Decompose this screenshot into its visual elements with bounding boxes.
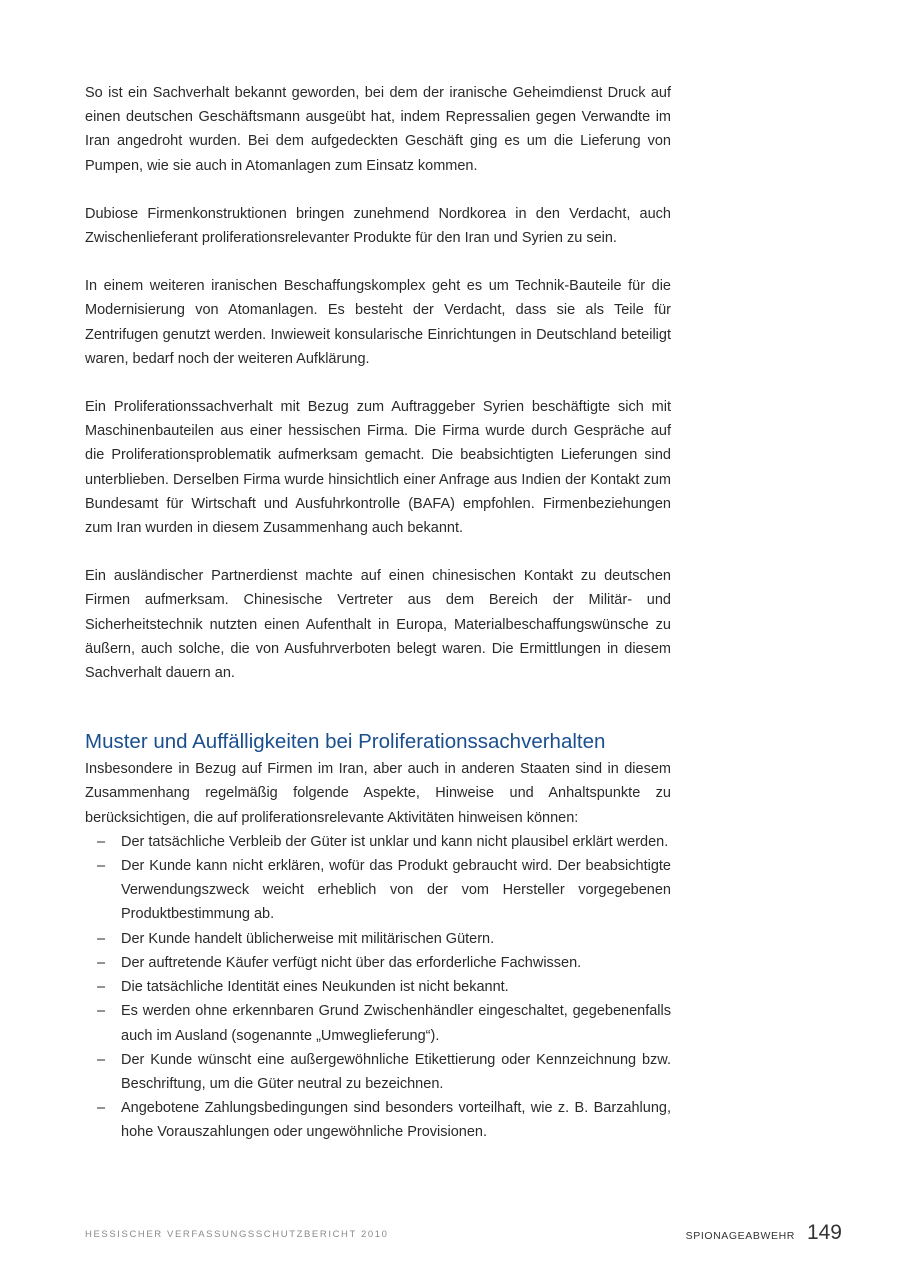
- dash-marker: –: [97, 1051, 106, 1068]
- dash-marker: –: [97, 979, 106, 996]
- page-content: [85, 81, 671, 1145]
- dash-marker: –: [97, 954, 106, 971]
- list-item-text: Der Kunde wünscht eine außergewöhnliche Etikettierung oder Kennzeichnung bzw. Beschriftung, um die Güter neutral zu bezeichnen.: [121, 1051, 671, 1092]
- list-item: [85, 854, 671, 927]
- footer-chapter: SPIONAGEABWEHR: [685, 1230, 795, 1242]
- list-item: [85, 1096, 671, 1144]
- list-item: [85, 927, 671, 951]
- page-number: 149: [806, 1221, 842, 1244]
- dash-marker: –: [97, 1100, 106, 1117]
- body-paragraph: Ein ausländischer Partnerdienst machte auf einen chinesischen Kontakt zu deutschen Firmen aufmerksam. Chinesische Vertreter aus dem Bereich der Militär- und Sicherheitstechnik nutzten einen Aufenthalt in Europa, Materialbeschaffungswünsche zu äußern, auch solche, die von Ausfuhrverboten belegt waren. Die Ermittlungen in diesem Sachverhalt dauern an.: [85, 568, 671, 682]
- list-item-text: Die tatsächliche Identität eines Neukunden ist nicht bekannt.: [121, 979, 509, 996]
- list-item-text: Der tatsächliche Verbleib der Güter ist unklar und kann nicht plausibel erklärt werden.: [121, 833, 669, 850]
- list-item: [85, 1048, 671, 1096]
- body-paragraph: Dubiose Firmenkonstruktionen bringen zunehmend Nordkorea in den Verdacht, auch Zwischenlieferant proliferationsrelevanter Produkte für den Iran und Syrien zu sein.: [85, 205, 671, 247]
- list-item: [85, 975, 671, 999]
- section-heading: Muster und Auffälligkeiten bei Proliferationssachverhalten: [85, 730, 606, 754]
- list-item-text: Angebotene Zahlungsbedingungen sind besonders vorteilhaft, wie z. B. Barzahlung, hohe Vorauszahlungen oder ungewöhnliche Provisionen.: [121, 1100, 671, 1141]
- footer-pagination: [686, 1221, 842, 1245]
- list-item-text: Der auftretende Käufer verfügt nicht über das erforderliche Fachwissen.: [121, 954, 582, 971]
- list-item: [85, 830, 671, 854]
- body-paragraph: Ein Proliferationssachverhalt mit Bezug zum Auftraggeber Syrien beschäftigte sich mit Maschinenbauteilen aus einer hessischen Firma. Die Firma wurde durch Gespräche auf die Proliferationsproblematik aufmerksam gemacht. Die beabsichtigten Lieferungen sind unterblieben. Derselben Firma wurde hinsichtlich einer Anfrage aus Indien der Kontakt zum Bundesamt für Wirtschaft und Ausfuhrkontrolle (BAFA) empfohlen. Firmenbeziehungen zum Iran wurden in diesem Zusammenhang auch bekannt.: [85, 399, 671, 537]
- dash-marker: –: [97, 1003, 106, 1020]
- indicator-list: [85, 830, 671, 1145]
- list-item-text: Der Kunde handelt üblicherweise mit militärischen Gütern.: [121, 930, 495, 947]
- body-paragraph: So ist ein Sachverhalt bekannt geworden, bei dem der iranische Geheimdienst Druck auf einen deutschen Geschäftsmann ausgeübt hat, indem Repressalien gegen Verwandte im Iran angedroht wurden. Bei dem aufgedeckten Geschäft ging es um die Lieferung von Pumpen, wie sie auch in Atomanlagen zum Einsatz kommen.: [85, 85, 671, 174]
- list-item-text: Es werden ohne erkennbaren Grund Zwischenhändler eingeschaltet, gegebenenfalls auch im Ausland (sogenannte „Umweglieferung“).: [121, 1003, 671, 1044]
- dash-marker: –: [97, 858, 106, 875]
- section-intro: Insbesondere in Bezug auf Firmen im Iran, aber auch in anderen Staaten sind in diesem Zusammenhang regelmäßig folgende Aspekte, Hinweise und Anhaltspunkte zu berücksichtigen, die auf proliferationsrelevante Aktivitäten hinweisen können:: [85, 761, 671, 826]
- footer-publication: HESSISCHER VERFASSUNGSSCHUTZBERICHT 2010: [85, 1229, 389, 1240]
- list-item: [85, 951, 671, 975]
- list-item-text: Der Kunde kann nicht erklären, wofür das Produkt gebraucht wird. Der beabsichtigte Verwendungszweck weicht erheblich von der vom Hersteller vorgegebenen Produktbestimmung ab.: [121, 858, 671, 923]
- dash-marker: –: [97, 833, 106, 850]
- list-item: [85, 999, 671, 1047]
- body-paragraph: In einem weiteren iranischen Beschaffungskomplex geht es um Technik-Bauteile für die Modernisierung von Atomanlagen. Es besteht der Verdacht, dass sie als Teile für Zentrifugen genutzt werden. Inwieweit konsularische Einrichtungen in Deutschland beteiligt waren, bedarf noch der weiteren Aufklärung.: [85, 278, 671, 367]
- dash-marker: –: [97, 930, 106, 947]
